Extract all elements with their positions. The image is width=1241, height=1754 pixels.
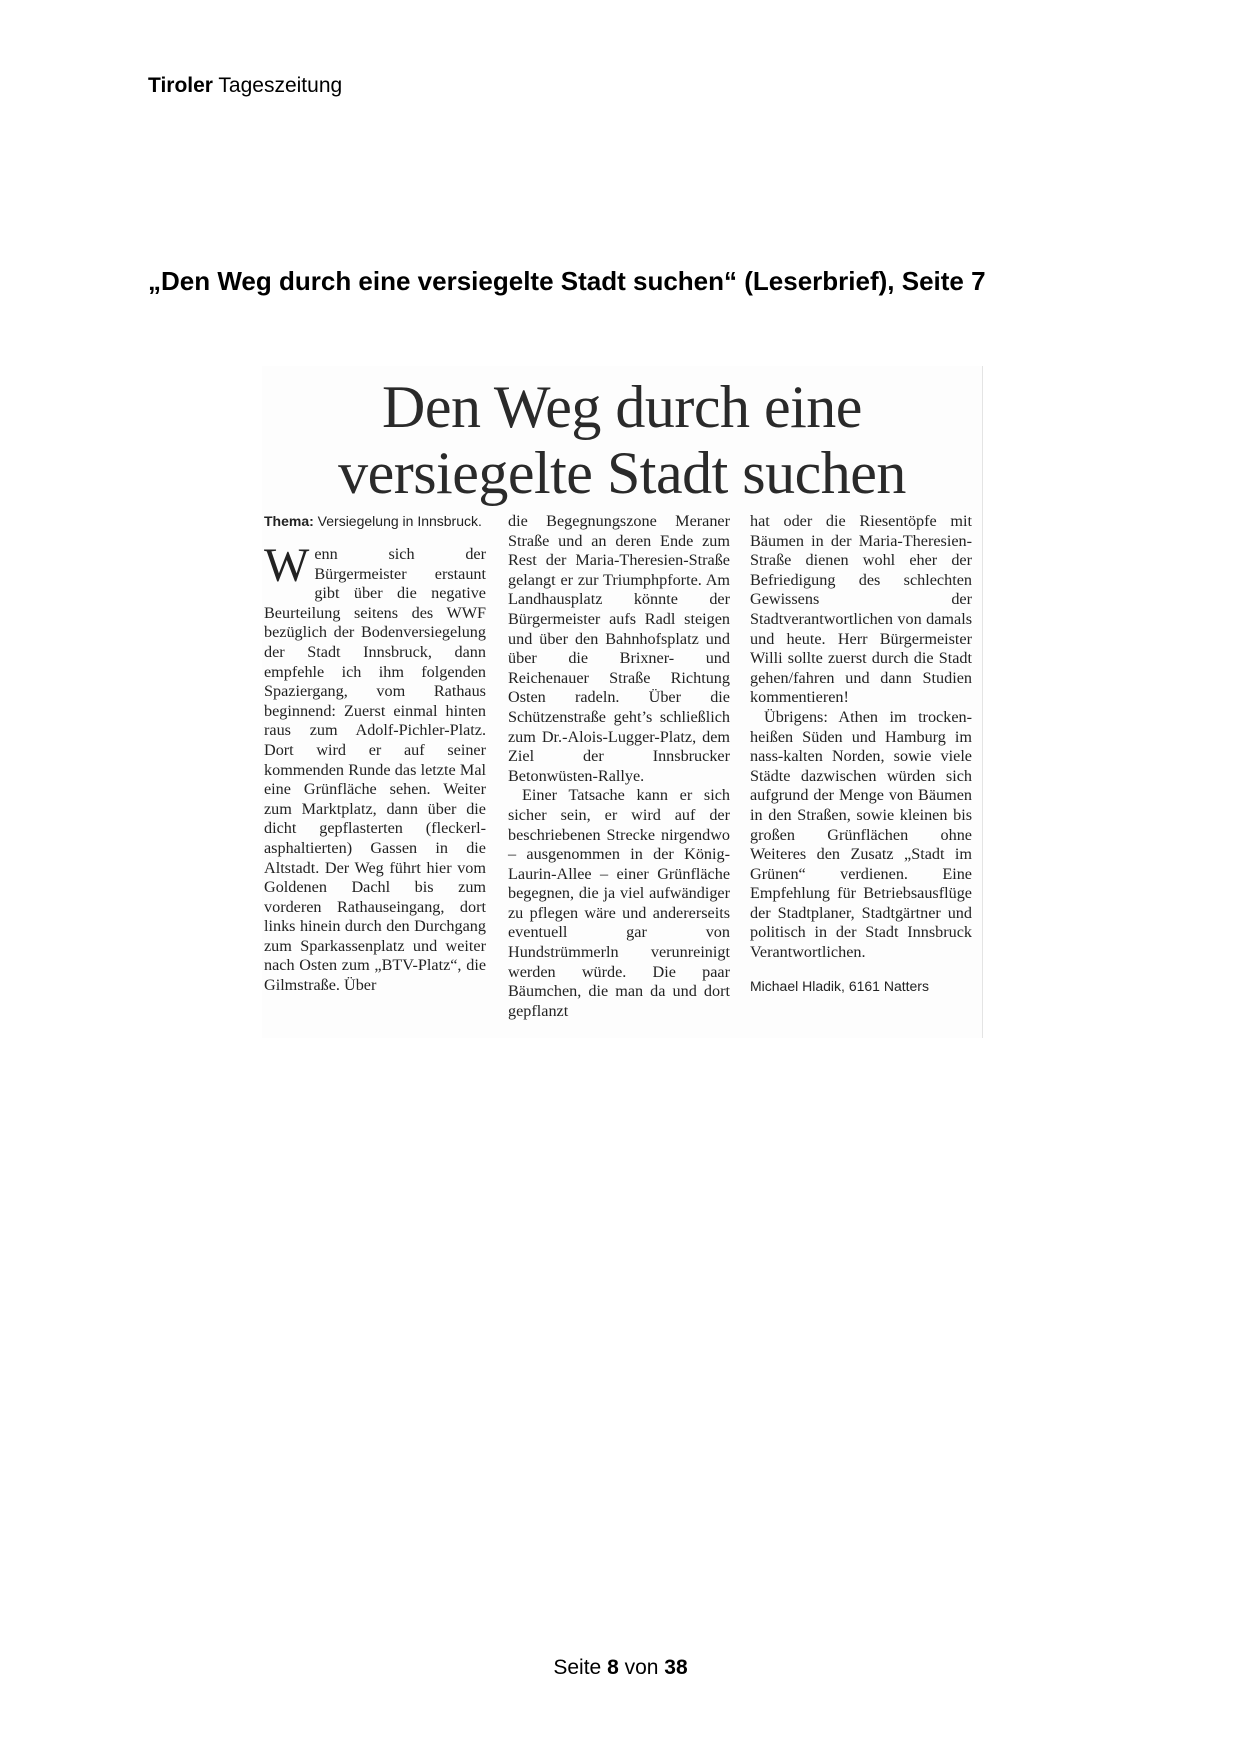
headline-line-1: Den Weg durch eine [382,374,862,440]
brand-name-bold: Tiroler [148,74,213,97]
newspaper-clipping [262,366,983,1038]
article-author: Michael Hladik, 6161 Natters [750,977,929,994]
topic-text: Versiegelung in Innsbruck. [313,513,482,529]
paragraph-text: enn sich der Bürgermeister erstaunt gibt über die negative Beurteilung seitens des WWF bezüglich der Bodenversiegelung der Stadt Innsbruck, dann empfehle ich ihm folgenden Spaziergang, vom Rathaus beginnend: Zuerst einmal hinten raus zum Adolf-Pichler-Platz. Dort wird er auf seiner kommenden Runde das letzte Mal eine Grünfläche sehen. Weiter zum Marktplatz, dann über die dicht gepflasterten (fleckerl-asphaltierten) Gassen in die Altstadt. Der Weg führt hier vom Goldenen Dachl bis zum vorderen Rathauseingang, dort links hinein durch den Durchgang zum Sparkassenplatz und weiter nach Osten zum „BTV-Platz“, die Gilmstraße. Über [264,545,486,995]
article-column-2 [508,512,730,1021]
article-column-3 [750,512,972,995]
document-title: „Den Weg durch eine versiegelte Stadt suchen“ (Leserbrief), Seite 7 [148,266,986,296]
drop-cap: W [264,539,310,592]
page-header [148,74,342,98]
page-number [0,1656,1241,1680]
article-paragraph: hat oder die Riesentöpfe mit Bäumen in der Maria-Theresien-Straße dienen wohl eher der Befriedigung des schlechten Gewissens der Stadtverantwortlichen von damals und heute. Herr Bürgermeister Willi sollte zuerst durch die Stadt gehen/fahren und dann Studien kommentieren! [750,512,972,707]
article-paragraph: Einer Tatsache kann er sich sicher sein, er wird auf der beschriebenen Strecke nirgendwo – ausgenommen in der König-Laurin-Allee – einer Grünfläche begegnen, die ja viel aufwändiger zu pflegen wäre und andererseits eventuell gar von Hundstrümmerln verunreinigt werden würde. Die paar Bäumchen, die man da und dort gepflanzt [508,786,730,1020]
article-column-1 [264,512,486,996]
total-pages: 38 [664,1656,688,1679]
page-prefix: Seite [553,1656,608,1679]
topic-label: Thema: [264,513,314,529]
brand-name-regular: Tageszeitung [212,74,343,97]
article-paragraph: die Begegnungszone Meraner Straße und an deren Ende zum Rest der Maria-Theresien-Straße gelangt er zur Triumphpforte. Am Landhausplatz könnte der Bürgermeister aufs Radl steigen und über den Bahnhofsplatz und über die Brixner- und Reichenauer Straße Richtung Osten radeln. Über die Schützenstraße geht’s schließlich zum Dr.-Alois-Lugger-Platz, dem Ziel der Innsbrucker Betonwüsten-Rallye. [508,512,730,785]
article-paragraph: Übrigens: Athen im trocken-heißen Süden und Hamburg im nass-kalten Norden, sowie viele Städte dazwischen würden sich aufgrund der Menge von Bäumen in den Straßen, sowie kleinen bis großen Grünflächen ohne Weiteres den Zusatz „Stadt im Grünen“ verdienen. Eine Empfehlung für Betriebsausflüge der Stadtplaner, Stadtgärtner und politisch in der Stadt Innsbruck Verantwortlichen. [750,707,972,962]
article-topic [264,512,486,530]
article-headline [262,374,982,506]
page-middle: von [618,1656,665,1679]
headline-line-2: versiegelte Stadt suchen [338,440,906,506]
article-paragraph [264,539,486,996]
current-page: 8 [607,1656,619,1679]
